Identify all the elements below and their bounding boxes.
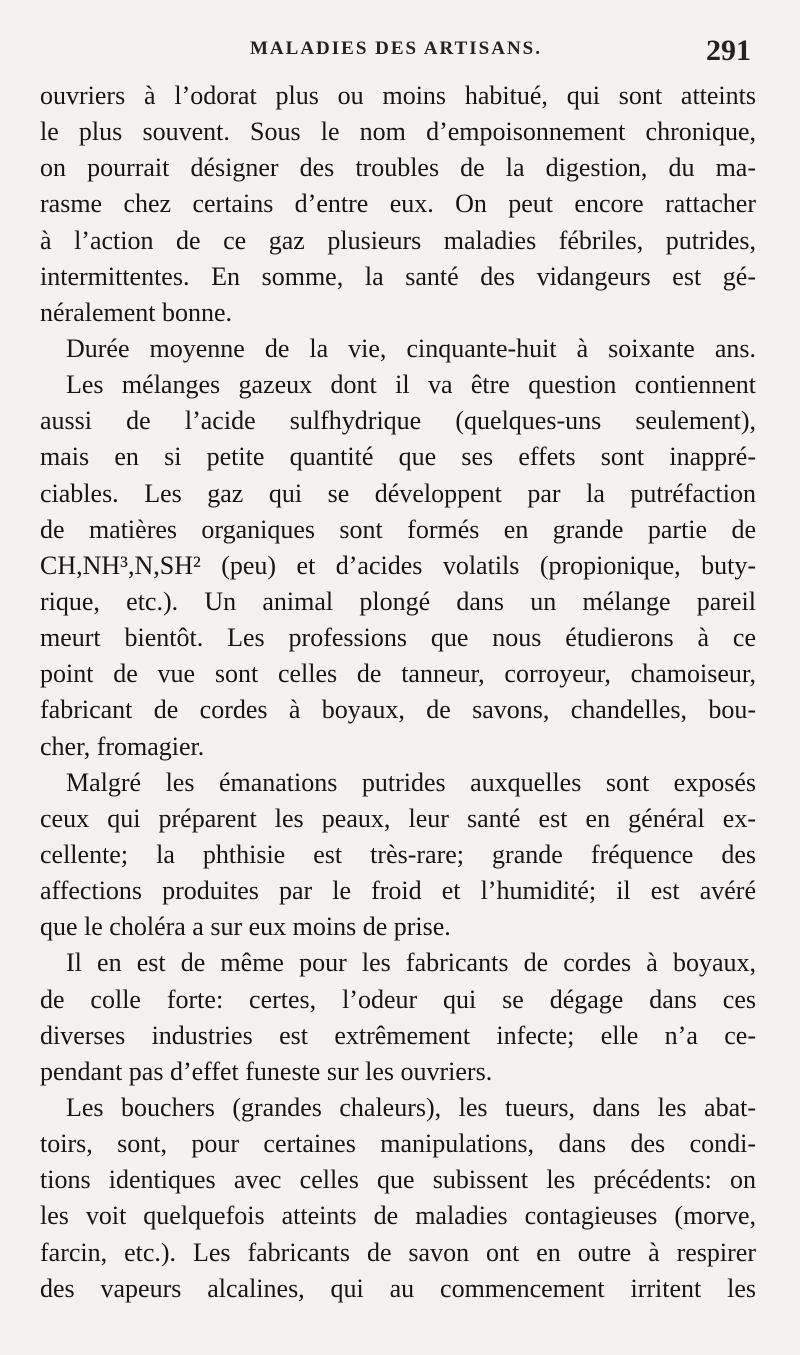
text-line: ceux qui préparent les peaux, leur santé est en général ex-	[40, 803, 756, 833]
text-line: à l’action de ce gaz plusieurs maladies fébriles, putrides,	[40, 225, 756, 255]
text-line: fabricant de cordes à boyaux, de savons, chandelles, bou-	[40, 695, 756, 725]
text-line: ouvriers à l’odorat plus ou moins habitué, qui sont atteints	[40, 81, 756, 110]
text-line: point de vue sont celles de tanneur, corroyeur, chamoiseur,	[40, 659, 756, 689]
text-line: Les mélanges gazeux dont il va être question contiennent	[66, 370, 756, 400]
text-line: meurt bientôt. Les professions que nous étudierons à ce	[40, 623, 756, 653]
text-line: néralement bonne.	[40, 297, 233, 327]
text-line: intermittentes. En somme, la santé des vidangeurs est gé-	[40, 261, 756, 291]
text-line: on pourrait désigner des troubles de la digestion, du ma-	[40, 153, 756, 183]
running-title: MALADIES DES ARTISANS.	[250, 38, 542, 59]
text-line: diverses industries est extrêmement infecte; elle n’a ce-	[40, 1020, 756, 1050]
text-line: le plus souvent. Sous le nom d’empoisonnement chronique,	[40, 117, 756, 147]
text-line: Durée moyenne de la vie, cinquante-huit à soixante ans.	[66, 333, 756, 363]
text-line: farcin, etc.). Les fabricants de savon ont en outre à respirer	[40, 1237, 756, 1267]
text-line: pendant pas d’effet funeste sur les ouvriers.	[40, 1056, 493, 1086]
text-line: affections produites par le froid et l’humidité; il est avéré	[40, 876, 756, 906]
page-number: 291	[706, 34, 751, 67]
text-line: les voit quelquefois atteints de maladies contagieuses (morve,	[40, 1201, 756, 1231]
text-line: cellente; la phthisie est très-rare; grande fréquence des	[40, 839, 756, 869]
text-line: des vapeurs alcalines, qui au commencement irritent les	[40, 1273, 756, 1303]
body-text	[40, 78, 756, 1307]
text-line: tions identiques avec celles que subissent les précédents: on	[40, 1165, 756, 1195]
page-header	[0, 34, 800, 74]
text-line: cher, fromagier.	[40, 731, 205, 761]
text-line: ciables. Les gaz qui se développent par la putréfaction	[40, 478, 756, 508]
text-line: Malgré les émanations putrides auxquelles sont exposés	[66, 767, 756, 797]
text-line: toirs, sont, pour certaines manipulations, dans des condi-	[40, 1129, 756, 1159]
text-line: mais en si petite quantité que ses effets sont inappré-	[40, 442, 756, 472]
text-line: rasme chez certains d’entre eux. On peut encore rattacher	[40, 189, 756, 219]
text-line: CH,NH³,N,SH² (peu) et d’acides volatils (propionique, buty-	[40, 550, 756, 580]
text-line: rique, etc.). Un animal plongé dans un mélange pareil	[40, 586, 756, 616]
text-line: de colle forte: certes, l’odeur qui se dégage dans ces	[40, 984, 756, 1014]
text-line: Il en est de même pour les fabricants de cordes à boyaux,	[66, 948, 756, 978]
text-line: aussi de l’acide sulfhydrique (quelques-uns seulement),	[40, 406, 756, 436]
text-line: que le choléra a sur eux moins de prise.	[40, 912, 451, 942]
text-line: Les bouchers (grandes chaleurs), les tueurs, dans les abat-	[66, 1092, 756, 1122]
text-line: de matières organiques sont formés en grande partie de	[40, 514, 756, 544]
